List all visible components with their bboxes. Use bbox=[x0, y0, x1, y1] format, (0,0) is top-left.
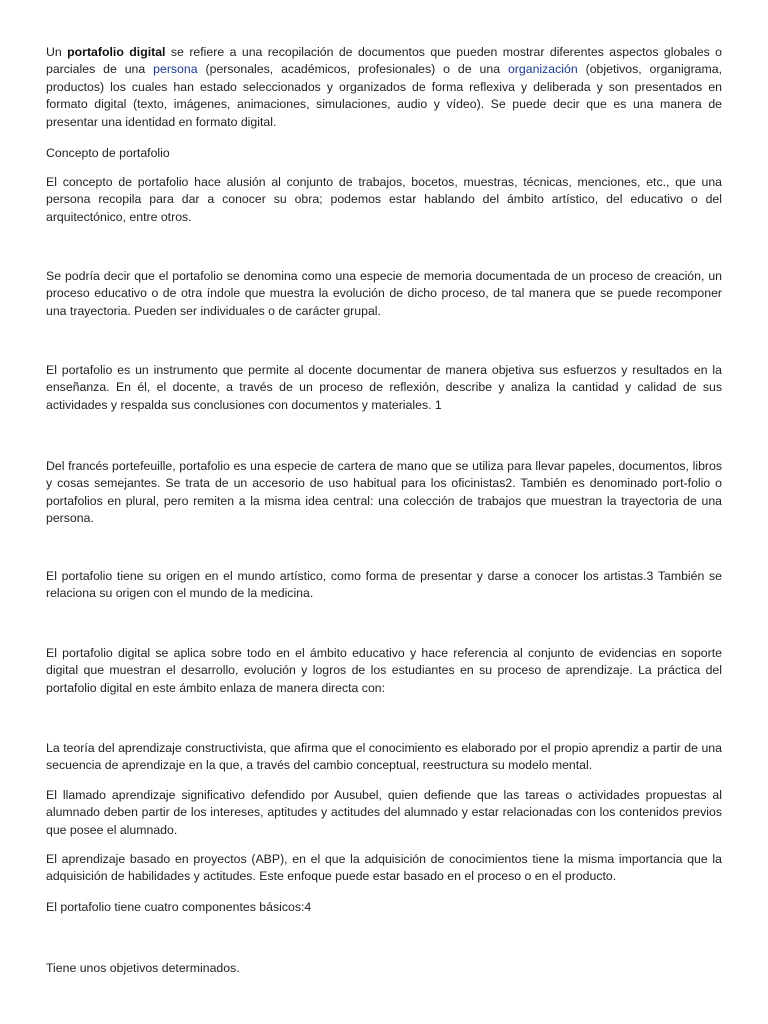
section-heading: Concepto de portafolio bbox=[46, 146, 170, 160]
paragraph-digital: El portafolio digital se aplica sobre todo en el ámbito educativo y hace referencia al conjunto de evidencias en soporte digital que muestran el desarrollo, evolución y logros de los estudiantes en su proceso de aprendizaje. La práctica del portafolio digital en este ámbito enlaza de manera directa con: bbox=[46, 646, 722, 695]
paragraph-abp: El aprendizaje basado en proyectos (ABP), en el que la adquisición de conocimientos tiene la misma importancia que la adquisición de habilidades y actitudes. Este enfoque puede estar basado en el proceso o en el producto. bbox=[46, 852, 722, 884]
link-organizacion[interactable]: organización bbox=[507, 62, 578, 77]
paragraph-significativo: El llamado aprendizaje significativo defendido por Ausubel, quien defiende que las tareas o actividades propuestas al alumnado deben partir de los intereses, aptitudes y actitudes del alumnado y estar relacionadas con los contenidos previos que posee el alumnado. bbox=[46, 788, 722, 837]
intro-text-2: se refiere a una recopilación de documentos que pueden mostrar diferentes aspectos globales o parciales de una bbox=[46, 45, 722, 77]
paragraph-objetivos: Tiene unos objetivos determinados. bbox=[46, 961, 240, 975]
paragraph-origen: El portafolio tiene su origen en el mundo artístico, como forma de presentar y darse a conocer los artistas.3 También se relaciona su origen con el mundo de la medicina. bbox=[46, 569, 722, 601]
paragraph-concepto: El concepto de portafolio hace alusión al conjunto de trabajos, bocetos, muestras, técnicas, menciones, etc., que una persona recopila para dar a conocer su obra; podemos estar hablando del ámbito artístico, del educativo o del arquitectónico, entre otros. bbox=[46, 175, 722, 224]
paragraph-frances: Del francés portefeuille, portafolio es una especie de cartera de mano que se utiliza para llevar papeles, documentos, libros y cosas semejantes. Se trata de un accesorio de uso habitual para los oficinistas2. También es denominado port-folio o portafolios en plural, pero remiten a la misma idea central: una colección de trabajos que muestran la trayectoria de una persona. bbox=[46, 459, 722, 526]
intro-text-4: (objetivos, organigrama, productos) los cuales han estado seleccionados y organizados de forma reflexiva y deliberada y son presentados en formato digital (texto, imágenes, animaciones, simulaciones, audio y vídeo). Se puede decir que es una manera de presentar una identidad en formato digital. bbox=[46, 62, 723, 129]
paragraph-memoria: Se podría decir que el portafolio se denomina como una especie de memoria documentada de un proceso de creación, un proceso educativo o de otra índole que muestra la evolución de dicho proceso, de tal manera que se puede recomponer una trayectoria. Pueden ser individuales o de carácter grupal. bbox=[46, 269, 722, 318]
intro-text-3: (personales, académicos, profesionales) o de una bbox=[197, 62, 508, 77]
paragraph-componentes: El portafolio tiene cuatro componentes básicos:4 bbox=[46, 900, 312, 914]
intro-paragraph bbox=[46, 44, 722, 131]
intro-bold-term: portafolio digital bbox=[67, 45, 166, 59]
paragraph-instrumento: El portafolio es un instrumento que permite al docente documentar de manera objetiva sus esfuerzos y resultados en la enseñanza. En él, el docente, a través de un proceso de reflexión, describe y analiza la cantidad y calidad de sus actividades y respalda sus conclusiones con documentos y materiales. 1 bbox=[46, 363, 722, 412]
intro-text-1: Un bbox=[46, 45, 68, 59]
paragraph-constructivista: La teoría del aprendizaje constructivista, que afirma que el conocimiento es elaborado por el propio aprendiz a partir de una secuencia de aprendizaje en la que, a través del cambio conceptual, reestructura su modelo mental. bbox=[46, 741, 722, 773]
link-persona[interactable]: persona bbox=[153, 62, 198, 77]
